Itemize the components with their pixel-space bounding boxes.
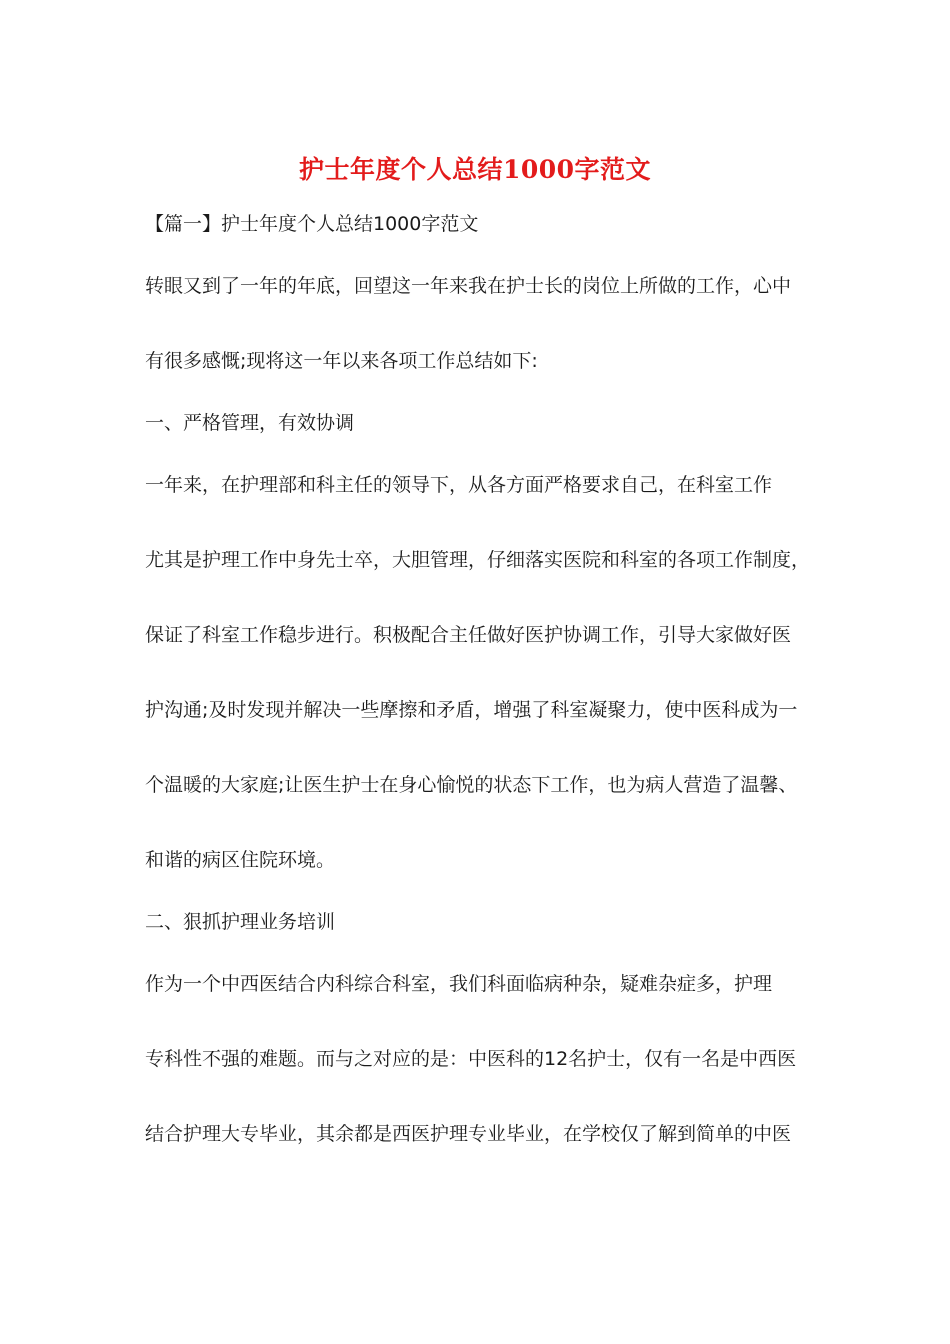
subheading-one: 一、严格管理，有效协调 — [145, 412, 355, 434]
paragraph-line: 尤其是护理工作中身先士卒，大胆管理，仔细落实医院和科室的各项工作制度， — [145, 549, 811, 571]
subheading-two: 二、狠抓护理业务培训 — [145, 911, 336, 933]
paragraph-line: 有很多感慨;现将这一年以来各项工作总结如下: — [145, 350, 538, 372]
paragraph-line: 护沟通;及时发现并解决一些摩擦和矛盾，增强了科室凝聚力，使中医科成为一 — [145, 699, 798, 721]
paragraph-line: 作为一个中西医结合内科综合科室，我们科面临病种杂，疑难杂症多，护理 — [145, 973, 773, 995]
paragraph-line: 一年来，在护理部和科主任的领导下，从各方面严格要求自己，在科室工作 — [145, 474, 773, 496]
document-title: 护士年度个人总结1000字范文 — [298, 155, 652, 184]
paragraph-line: 和谐的病区住院环境。 — [145, 849, 336, 871]
paragraph-line: 个温暖的大家庭;让医生护士在身心愉悦的状态下工作，也为病人营造了温馨、 — [145, 774, 798, 796]
paragraph-line: 结合护理大专毕业，其余都是西医护理专业毕业，在学校仅了解到简单的中医 — [145, 1123, 792, 1145]
paragraph-line: 转眼又到了一年的年底，回望这一年来我在护士长的岗位上所做的工作，心中 — [145, 275, 792, 297]
paragraph-line: 保证了科室工作稳步进行。积极配合主任做好医护协调工作，引导大家做好医 — [145, 624, 792, 646]
paragraph-line: 专科性不强的难题。而与之对应的是：中医科的12名护士，仅有一名是中西医 — [145, 1048, 797, 1070]
section-heading-part-one: 【篇一】护士年度个人总结1000字范文 — [145, 213, 479, 235]
